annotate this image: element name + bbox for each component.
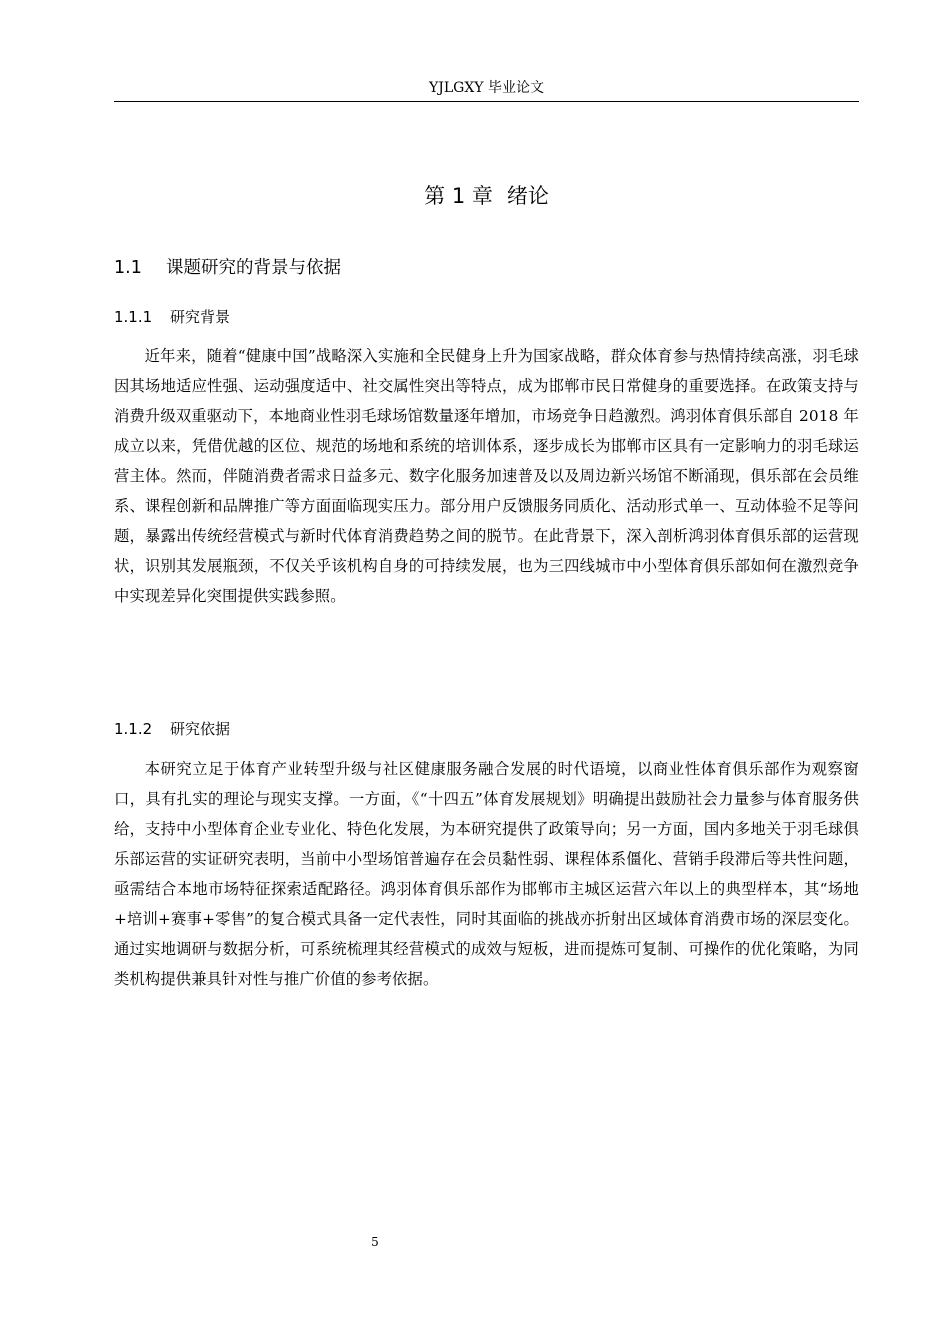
section-number: 1.1 bbox=[114, 258, 142, 278]
section-heading bbox=[114, 253, 341, 283]
header-rule bbox=[114, 101, 859, 102]
subsection-heading-background bbox=[114, 304, 230, 330]
subsection-heading-basis bbox=[114, 716, 230, 742]
subsection-name: 研究背景 bbox=[170, 308, 231, 326]
subsection-number: 1.1.1 bbox=[114, 308, 153, 326]
paragraph-background: 近年来，随着“健康中国”战略深入实施和全民健身上升为国家战略，群众体育参与热情持续高涨，羽毛球因其场地适应性强、运动强度适中、社交属性突出等特点，成为邯郸市民日常健身的重要选择。在政策支持与消费升级双重驱动下，本地商业性羽毛球场馆数量逐年增加，市场竞争日趋激烈。鸿羽体育俱乐部自 2018 年成立以来，凭借优越的区位、规范的场地和系统的培训体系，逐步成长为邯郸市区具有一定影响力的羽毛球运营主体。然而，伴随消费者需求日益多元、数字化服务加速普及以及周边新兴场馆不断涌现，俱乐部在会员维系、课程创新和品牌推广等方面面临现实压力。部分用户反馈服务同质化、活动形式单一、互动体验不足等问题，暴露出传统经营模式与新时代体育消费趋势之间的脱节。在此背景下，深入剖析鸿羽体育俱乐部的运营现状，识别其发展瓶颈，不仅关乎该机构自身的可持续发展，也为三四线城市中小型体育俱乐部如何在激烈竞争中实现差异化突围提供实践参照。 bbox=[114, 347, 859, 605]
chapter-title bbox=[114, 178, 859, 214]
chapter-number: 第 1 章 bbox=[424, 184, 493, 208]
page-header: YJLGXY 毕业论文 bbox=[429, 80, 544, 96]
chapter-name: 绪论 bbox=[506, 184, 549, 208]
page-number: 5 bbox=[371, 1235, 379, 1249]
section-name: 课题研究的背景与依据 bbox=[166, 258, 341, 278]
subsection-name: 研究依据 bbox=[170, 720, 231, 738]
subsection-number: 1.1.2 bbox=[114, 720, 153, 738]
paragraph-basis: 本研究立足于体育产业转型升级与社区健康服务融合发展的时代语境，以商业性体育俱乐部作为观察窗口，具有扎实的理论与现实支撑。一方面，《“十四五”体育发展规划》明确提出鼓励社会力量参与体育服务供给，支持中小型体育企业专业化、特色化发展，为本研究提供了政策导向；另一方面，国内多地关于羽毛球俱乐部运营的实证研究表明，当前中小型场馆普遍存在会员黏性弱、课程体系僵化、营销手段滞后等共性问题，亟需结合本地市场特征探索适配路径。鸿羽体育俱乐部作为邯郸市主城区运营六年以上的典型样本，其“场地+培训+赛事+零售”的复合模式具备一定代表性，同时其面临的挑战亦折射出区域体育消费市场的深层变化。通过实地调研与数据分析，可系统梳理其经营模式的成效与短板，进而提炼可复制、可操作的优化策略，为同类机构提供兼具针对性与推广价值的参考依据。 bbox=[114, 760, 859, 988]
